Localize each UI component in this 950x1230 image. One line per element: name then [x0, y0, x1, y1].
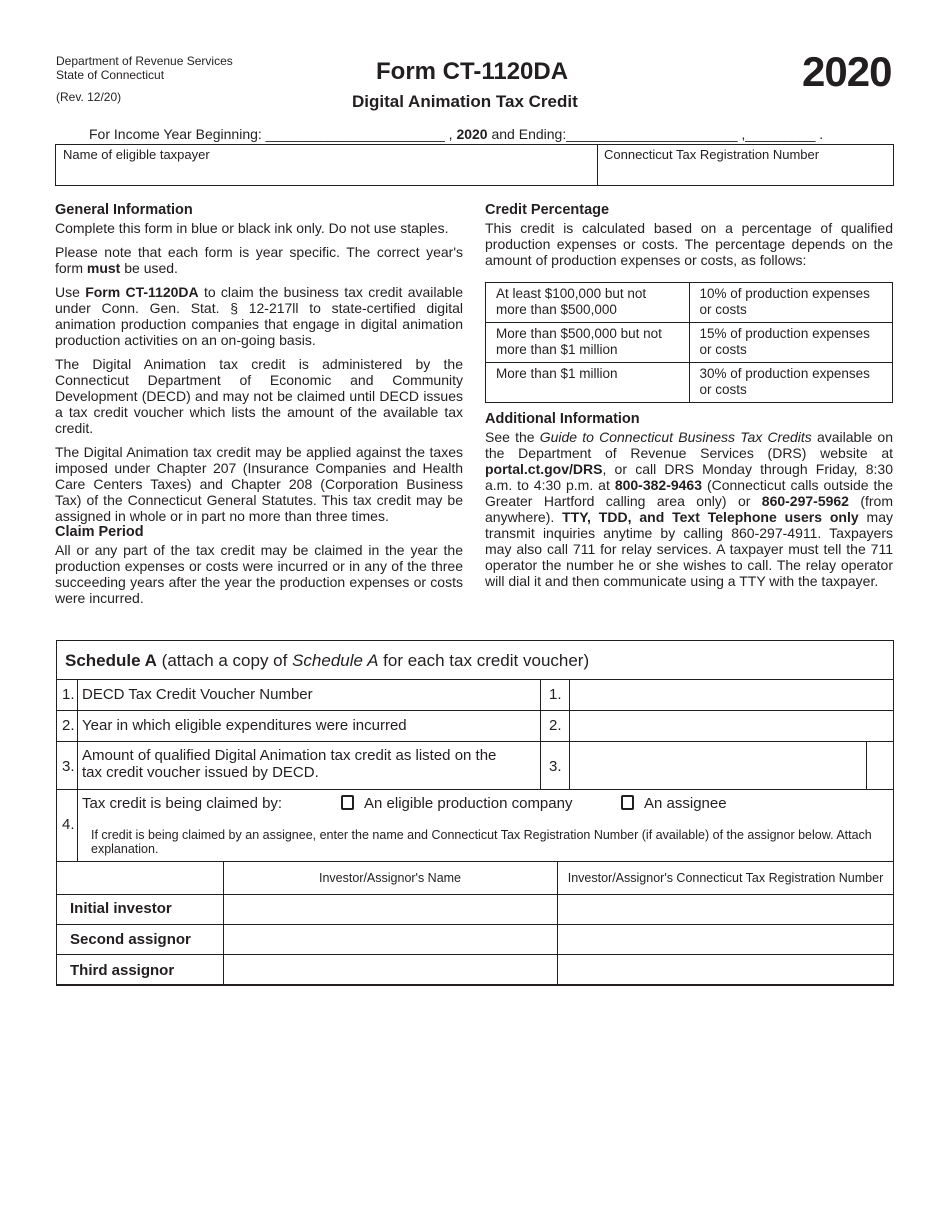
line-3-label: Amount of qualified Digital Animation tax credit as listed on the tax credit voucher issued by DECD.: [82, 747, 497, 781]
claim-heading: Claim Period: [55, 524, 144, 540]
line-4-number: 4.: [62, 816, 75, 833]
range-cell: At least $100,000 but not more than $500,000: [486, 283, 690, 323]
tax-registration-label: Connecticut Tax Registration Number: [604, 147, 820, 162]
state-name: State of Connecticut: [56, 68, 165, 82]
income-year-line: For Income Year Beginning: _______________________ , 2020 and Ending:______________________ ,_________ .: [89, 126, 824, 142]
checkbox-icon[interactable]: [621, 795, 634, 810]
income-year: 2020: [456, 126, 488, 142]
divider: [597, 145, 598, 185]
dept-name: Department of Revenue Services: [56, 54, 233, 68]
beginning-label: For Income Year Beginning:: [89, 126, 262, 142]
ending-label: and Ending:: [491, 126, 567, 142]
form-year: 2020: [802, 48, 892, 95]
form-subtitle: Digital Animation Tax Credit: [352, 92, 578, 111]
general-p3: Use Form CT-1120DA to claim the business tax credit available under Conn. Gen. Stat. § 12-217ll to state-certified digital animation production companies that engage in digital animation production activities on an on-going basis.: [55, 284, 463, 348]
ending-date-field[interactable]: ______________________: [566, 126, 738, 142]
general-information: [55, 202, 463, 532]
line-4-label: Tax credit is being claimed by:: [82, 795, 283, 812]
pct-cell: 15% of production expenses or costs: [689, 323, 893, 363]
claim-text: All or any part of the tax credit may be claimed in the year the production expenses or costs were incurred or in any of the three succeeding years after the year the production expenses or costs were incurred.: [55, 542, 463, 606]
claim-period: [55, 524, 463, 614]
taxpayer-name-field[interactable]: [63, 148, 210, 162]
second-assignor-name-input[interactable]: [224, 925, 557, 954]
range-cell: More than $500,000 but not more than $1 million: [486, 323, 690, 363]
table-row: [486, 363, 893, 403]
department: [56, 54, 233, 82]
table-row: [486, 323, 893, 363]
general-p5: The Digital Animation tax credit may be applied against the taxes imposed under Chapter 207 (Insurance Companies and Health Care Centers Taxes) and Chapter 208 (Corporation Business Tax) of the Connecticut General Statutes. This tax credit may be assigned in whole or in part no more than three times.: [55, 444, 463, 524]
row-initial-investor: Initial investor: [70, 900, 172, 917]
third-assignor-reg-input[interactable]: [558, 955, 893, 984]
schedule-a-title: Schedule A (attach a copy of Schedule A for each tax credit voucher): [65, 651, 590, 670]
general-heading: General Information: [55, 202, 193, 218]
general-p1: Complete this form in blue or black ink only. Do not use staples.: [55, 220, 449, 236]
option-assignee[interactable]: An assignee: [621, 795, 727, 812]
tax-registration-field[interactable]: [604, 148, 819, 162]
credit-table: [485, 282, 893, 403]
taxpayer-box: [55, 144, 894, 186]
taxpayer-name-label: Name of eligible taxpayer: [63, 147, 210, 162]
line-2-number: 2.: [62, 717, 75, 734]
initial-investor-reg-input[interactable]: [558, 895, 893, 924]
general-p2: Please note that each form is year specific. The correct year's form must be used.: [55, 244, 463, 276]
beginning-date-field[interactable]: _______________________: [265, 126, 445, 142]
second-assignor-reg-input[interactable]: [558, 925, 893, 954]
credit-heading: Credit Percentage: [485, 202, 610, 218]
additional-heading: Additional Information: [485, 411, 640, 427]
line-3-number: 3.: [62, 758, 75, 775]
col-header-registration: Investor/Assignor's Connecticut Tax Registration Number: [567, 871, 884, 885]
revision: (Rev. 12/20): [56, 90, 122, 104]
row-second-assignor: Second assignor: [70, 931, 191, 948]
additional-text: See the Guide to Connecticut Business Tax Credits available on the Department of Revenue Services (DRS) website at portal.ct.gov/DRS, or call DRS Monday through Friday, 8:30 a.m. to 4:30 p.m. at 800-382-9463 (Connecticut calls outside the Greater Hartford calling area only) or 860-297-5962 (from anywhere). TTY, TDD, and Text Telephone users only may transmit inquiries anytime by calling 860-297-4911. Taxpayers may also call 711 for relay services. A taxpayer must tell the 711 operator the number he or she wishes to call. The relay operator will dial it and then communicate using a TTY with the taxpayer.: [485, 429, 894, 589]
credit-amount-input[interactable]: [570, 742, 866, 789]
table-row: [486, 283, 893, 323]
row-third-assignor: Third assignor: [70, 962, 175, 979]
range-cell: More than $1 million: [486, 363, 690, 403]
third-assignor-name-input[interactable]: [224, 955, 557, 984]
general-p4: The Digital Animation tax credit is administered by the Connecticut Department of Economic and Community Development (DECD) and may not be claimed until DECD issues a tax credit voucher which lists the amount of the available tax credit.: [55, 356, 463, 436]
voucher-number-input[interactable]: [570, 680, 893, 710]
initial-investor-name-input[interactable]: [224, 895, 557, 924]
option-production-company[interactable]: An eligible production company: [341, 795, 572, 812]
line-3-ref: 3.: [549, 758, 562, 775]
credit-percentage: [485, 202, 893, 276]
line-4-note: If credit is being claimed by an assignee, enter the name and Connecticut Tax Registration Number (if available) of the assignor below. Attach explanation.: [91, 828, 872, 856]
col-header-name: Investor/Assignor's Name: [318, 871, 462, 885]
pct-cell: 30% of production expenses or costs: [689, 363, 893, 403]
credit-text: This credit is calculated based on a percentage of qualified production expenses or costs. The percentage depends on the amount of production expenses or costs, as follows:: [485, 220, 893, 268]
ending-year-field[interactable]: _________: [745, 126, 816, 142]
line-2-ref: 2.: [549, 717, 562, 734]
additional-information: [485, 411, 893, 597]
checkbox-icon[interactable]: [341, 795, 354, 810]
line-1-label: DECD Tax Credit Voucher Number: [82, 686, 313, 703]
pct-cell: 10% of production expenses or costs: [689, 283, 893, 323]
drs-link[interactable]: portal.ct.gov/DRS: [485, 461, 603, 477]
expenditure-year-input[interactable]: [570, 711, 893, 741]
form-title: Form CT-1120DA: [376, 58, 569, 85]
line-2-label: Year in which eligible expenditures were incurred: [82, 717, 407, 734]
line-1-ref: 1.: [549, 686, 562, 703]
line-1-number: 1.: [62, 686, 75, 703]
